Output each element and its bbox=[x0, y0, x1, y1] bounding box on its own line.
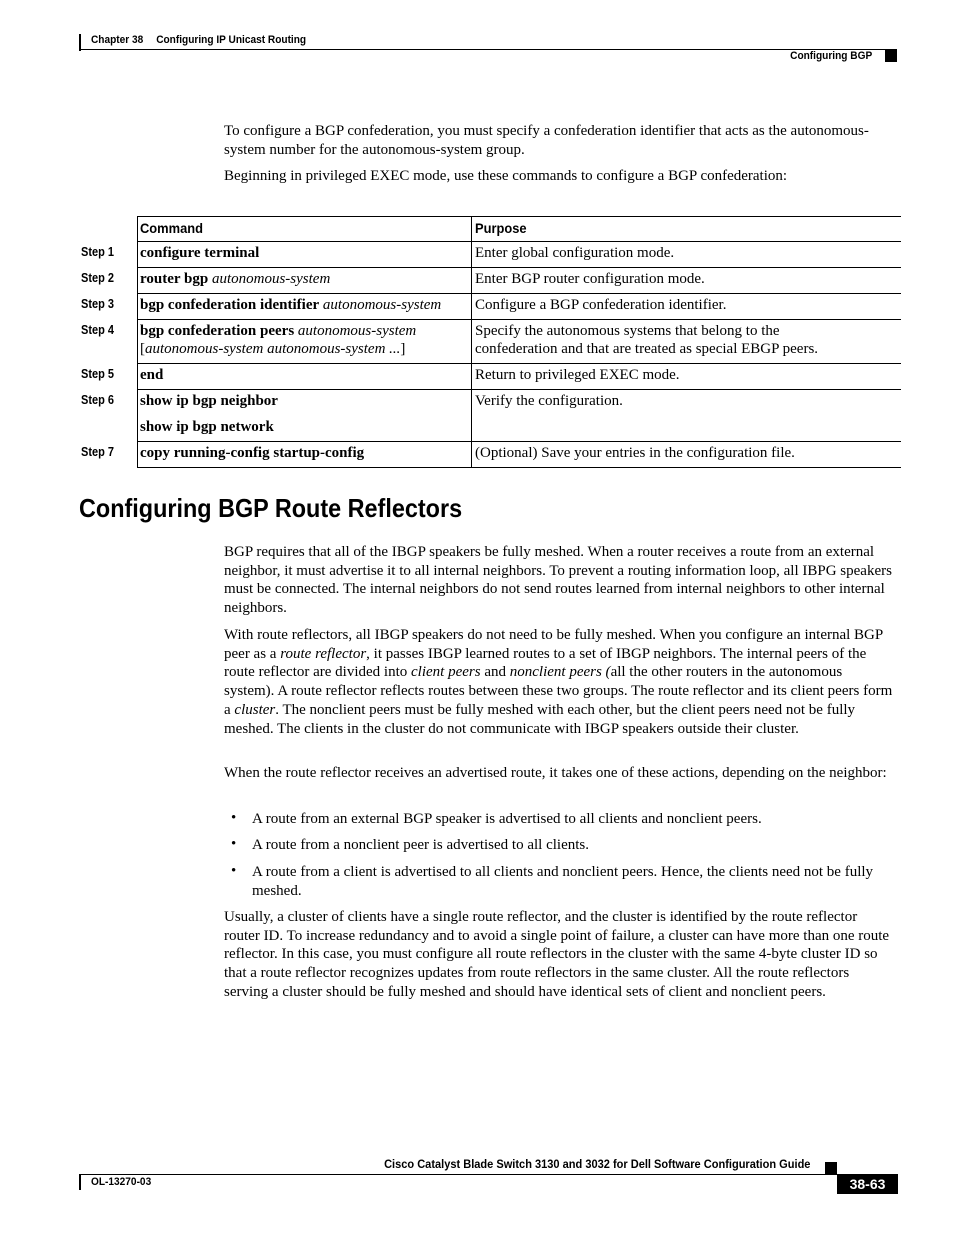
command-keyword: router bgp bbox=[140, 271, 209, 287]
command-keyword: bgp confederation identifier bbox=[140, 297, 320, 313]
command-argument: autonomous-system bbox=[322, 297, 442, 313]
footer-rule bbox=[79, 1174, 897, 1175]
term-cluster: cluster bbox=[234, 701, 276, 718]
table-rule bbox=[137, 267, 901, 268]
bullet-glyph: • bbox=[231, 863, 237, 879]
table-row-command-optional: [autonomous-system autonomous-system ...] bbox=[140, 341, 406, 357]
body-paragraph-2 bbox=[224, 626, 896, 738]
footer-guide-title: Cisco Catalyst Blade Switch 3130 and 3032 for Dell Software Configuration Guide bbox=[383, 1157, 810, 1171]
step-label: Step 1 bbox=[81, 245, 115, 259]
table-row-command bbox=[140, 418, 274, 436]
command-keyword: end bbox=[140, 367, 164, 383]
section-heading: Configuring BGP Route Reflectors bbox=[79, 493, 463, 523]
step-label: Step 3 bbox=[81, 297, 115, 311]
step-label: Step 6 bbox=[81, 393, 115, 407]
table-row-command bbox=[140, 366, 163, 384]
table-row-purpose: Configure a BGP confederation identifier. bbox=[475, 297, 727, 313]
footer-marker bbox=[825, 1162, 837, 1174]
table-rule-top bbox=[137, 216, 901, 217]
chapter-title: Configuring IP Unicast Routing bbox=[156, 34, 307, 46]
table-row-purpose: Verify the configuration. bbox=[475, 393, 623, 409]
footer-doc-number: OL-13270-03 bbox=[91, 1176, 152, 1188]
term-client-peers: client peers bbox=[411, 664, 481, 681]
term-route-reflector: route reflector bbox=[280, 645, 367, 662]
command-argument: autonomous-system bbox=[297, 323, 417, 339]
command-argument: autonomous-system bbox=[211, 271, 331, 287]
command-optional-arguments: autonomous-system autonomous-system ... bbox=[145, 341, 401, 357]
bullet-glyph: • bbox=[231, 836, 237, 852]
running-header-chapter bbox=[91, 34, 306, 46]
table-rule bbox=[137, 293, 901, 294]
table-rule bbox=[137, 389, 901, 390]
text-run: and bbox=[480, 664, 510, 681]
term-nonclient-peers: nonclient peers ( bbox=[509, 664, 611, 681]
table-rule-bottom bbox=[137, 467, 901, 468]
table-row-purpose: Return to privileged EXEC mode. bbox=[475, 367, 680, 383]
header-marker bbox=[885, 50, 897, 62]
command-keyword: show ip bgp neighbor bbox=[140, 393, 278, 409]
list-item: A route from a nonclient peer is advertised to all clients. bbox=[252, 837, 589, 853]
table-row-purpose-cont: confederation and that are treated as special EBGP peers. bbox=[475, 341, 819, 357]
table-column-divider bbox=[471, 216, 472, 468]
command-keyword: copy running-config startup-config bbox=[140, 445, 365, 461]
column-header-purpose: Purpose bbox=[475, 220, 527, 236]
list-item: A route from a client is advertised to all clients and nonclient peers. Hence, the clients need not be fully meshed. bbox=[252, 864, 874, 899]
command-keyword: configure terminal bbox=[140, 245, 260, 261]
chapter-number: Chapter 38 bbox=[91, 34, 144, 46]
table-rule bbox=[137, 441, 901, 442]
body-paragraph-1: BGP requires that all of the IBGP speakers be fully meshed. When a router receives a route from an external neighbor, it must advertise it to all internal neighbors. To prevent a routing information loop, all IBPG speakers must be connected. The internal neighbors do not send routes learned from internal neighbors to other internal neighbors. bbox=[224, 544, 892, 617]
bullet-glyph: • bbox=[231, 810, 237, 826]
table-border-left bbox=[137, 216, 138, 468]
text-run: , it passes IBGP learned routes to a set of IBGP neighbors. The internal peers of the route reflector are divided into bbox=[224, 645, 867, 681]
table-row-purpose: Specify the autonomous systems that belong to the bbox=[475, 323, 780, 339]
table-row-command bbox=[140, 392, 278, 410]
table-rule bbox=[137, 363, 901, 364]
table-rule bbox=[137, 241, 901, 242]
text-run: all the other routers in the autonomous system). A route reflector reflects routes between these two groups. The route reflector and its client peers form a bbox=[224, 664, 893, 718]
intro-paragraph-2: Beginning in privileged EXEC mode, use these commands to configure a BGP confederation: bbox=[224, 168, 788, 184]
text-run: . The nonclient peers must be fully meshed with each other, but the client peers need not be fully meshed. The clients in the cluster do not communicate with IBGP speakers outside their cluster. bbox=[224, 701, 856, 737]
intro-paragraph-1: To configure a BGP confederation, you must specify a confederation identifier that acts as the autonomous-system number for the autonomous-system group. bbox=[224, 123, 869, 158]
table-row-purpose: Enter BGP router configuration mode. bbox=[475, 271, 705, 287]
table-rule bbox=[137, 319, 901, 320]
running-header-section: Configuring BGP bbox=[789, 50, 872, 62]
table-row-command bbox=[140, 244, 259, 262]
step-label: Step 7 bbox=[81, 445, 115, 459]
table-row-command bbox=[140, 270, 330, 288]
body-paragraph-4: Usually, a cluster of clients have a single route reflector, and the cluster is identified by the route reflector router ID. To increase redundancy and to avoid a single point of failure, a cluster can have more than one route reflector. In this case, you must configure all route reflectors in the cluster with the same 4-byte cluster ID so that a route reflector recognizes updates from route reflectors in the same cluster. All the route reflectors serving a cluster should be fully meshed and should have identical sets of client and nonclient peers. bbox=[224, 909, 890, 1000]
table-row-command bbox=[140, 296, 441, 314]
page-number: 38-63 bbox=[837, 1174, 898, 1194]
list-item: A route from an external BGP speaker is advertised to all clients and nonclient peers. bbox=[252, 811, 762, 827]
text-run: With route reflectors, all IBGP speakers do not need to be fully meshed. When you configure an internal BGP peer as a bbox=[224, 627, 883, 662]
footer-rule-vertical bbox=[79, 1174, 81, 1190]
column-header-command: Command bbox=[140, 220, 203, 236]
table-row-command bbox=[140, 322, 416, 340]
table-row-purpose: Enter global configuration mode. bbox=[475, 245, 675, 261]
step-label: Step 2 bbox=[81, 271, 115, 285]
command-keyword: bgp confederation peers bbox=[140, 323, 295, 339]
step-label: Step 5 bbox=[81, 367, 115, 381]
table-row-command bbox=[140, 444, 364, 462]
step-label: Step 4 bbox=[81, 323, 115, 337]
table-row-purpose: (Optional) Save your entries in the configuration file. bbox=[475, 445, 795, 461]
command-keyword: show ip bgp network bbox=[140, 419, 274, 435]
body-paragraph-3: When the route reflector receives an advertised route, it takes one of these actions, depending on the neighbor: bbox=[224, 765, 887, 781]
header-rule bbox=[79, 49, 897, 50]
